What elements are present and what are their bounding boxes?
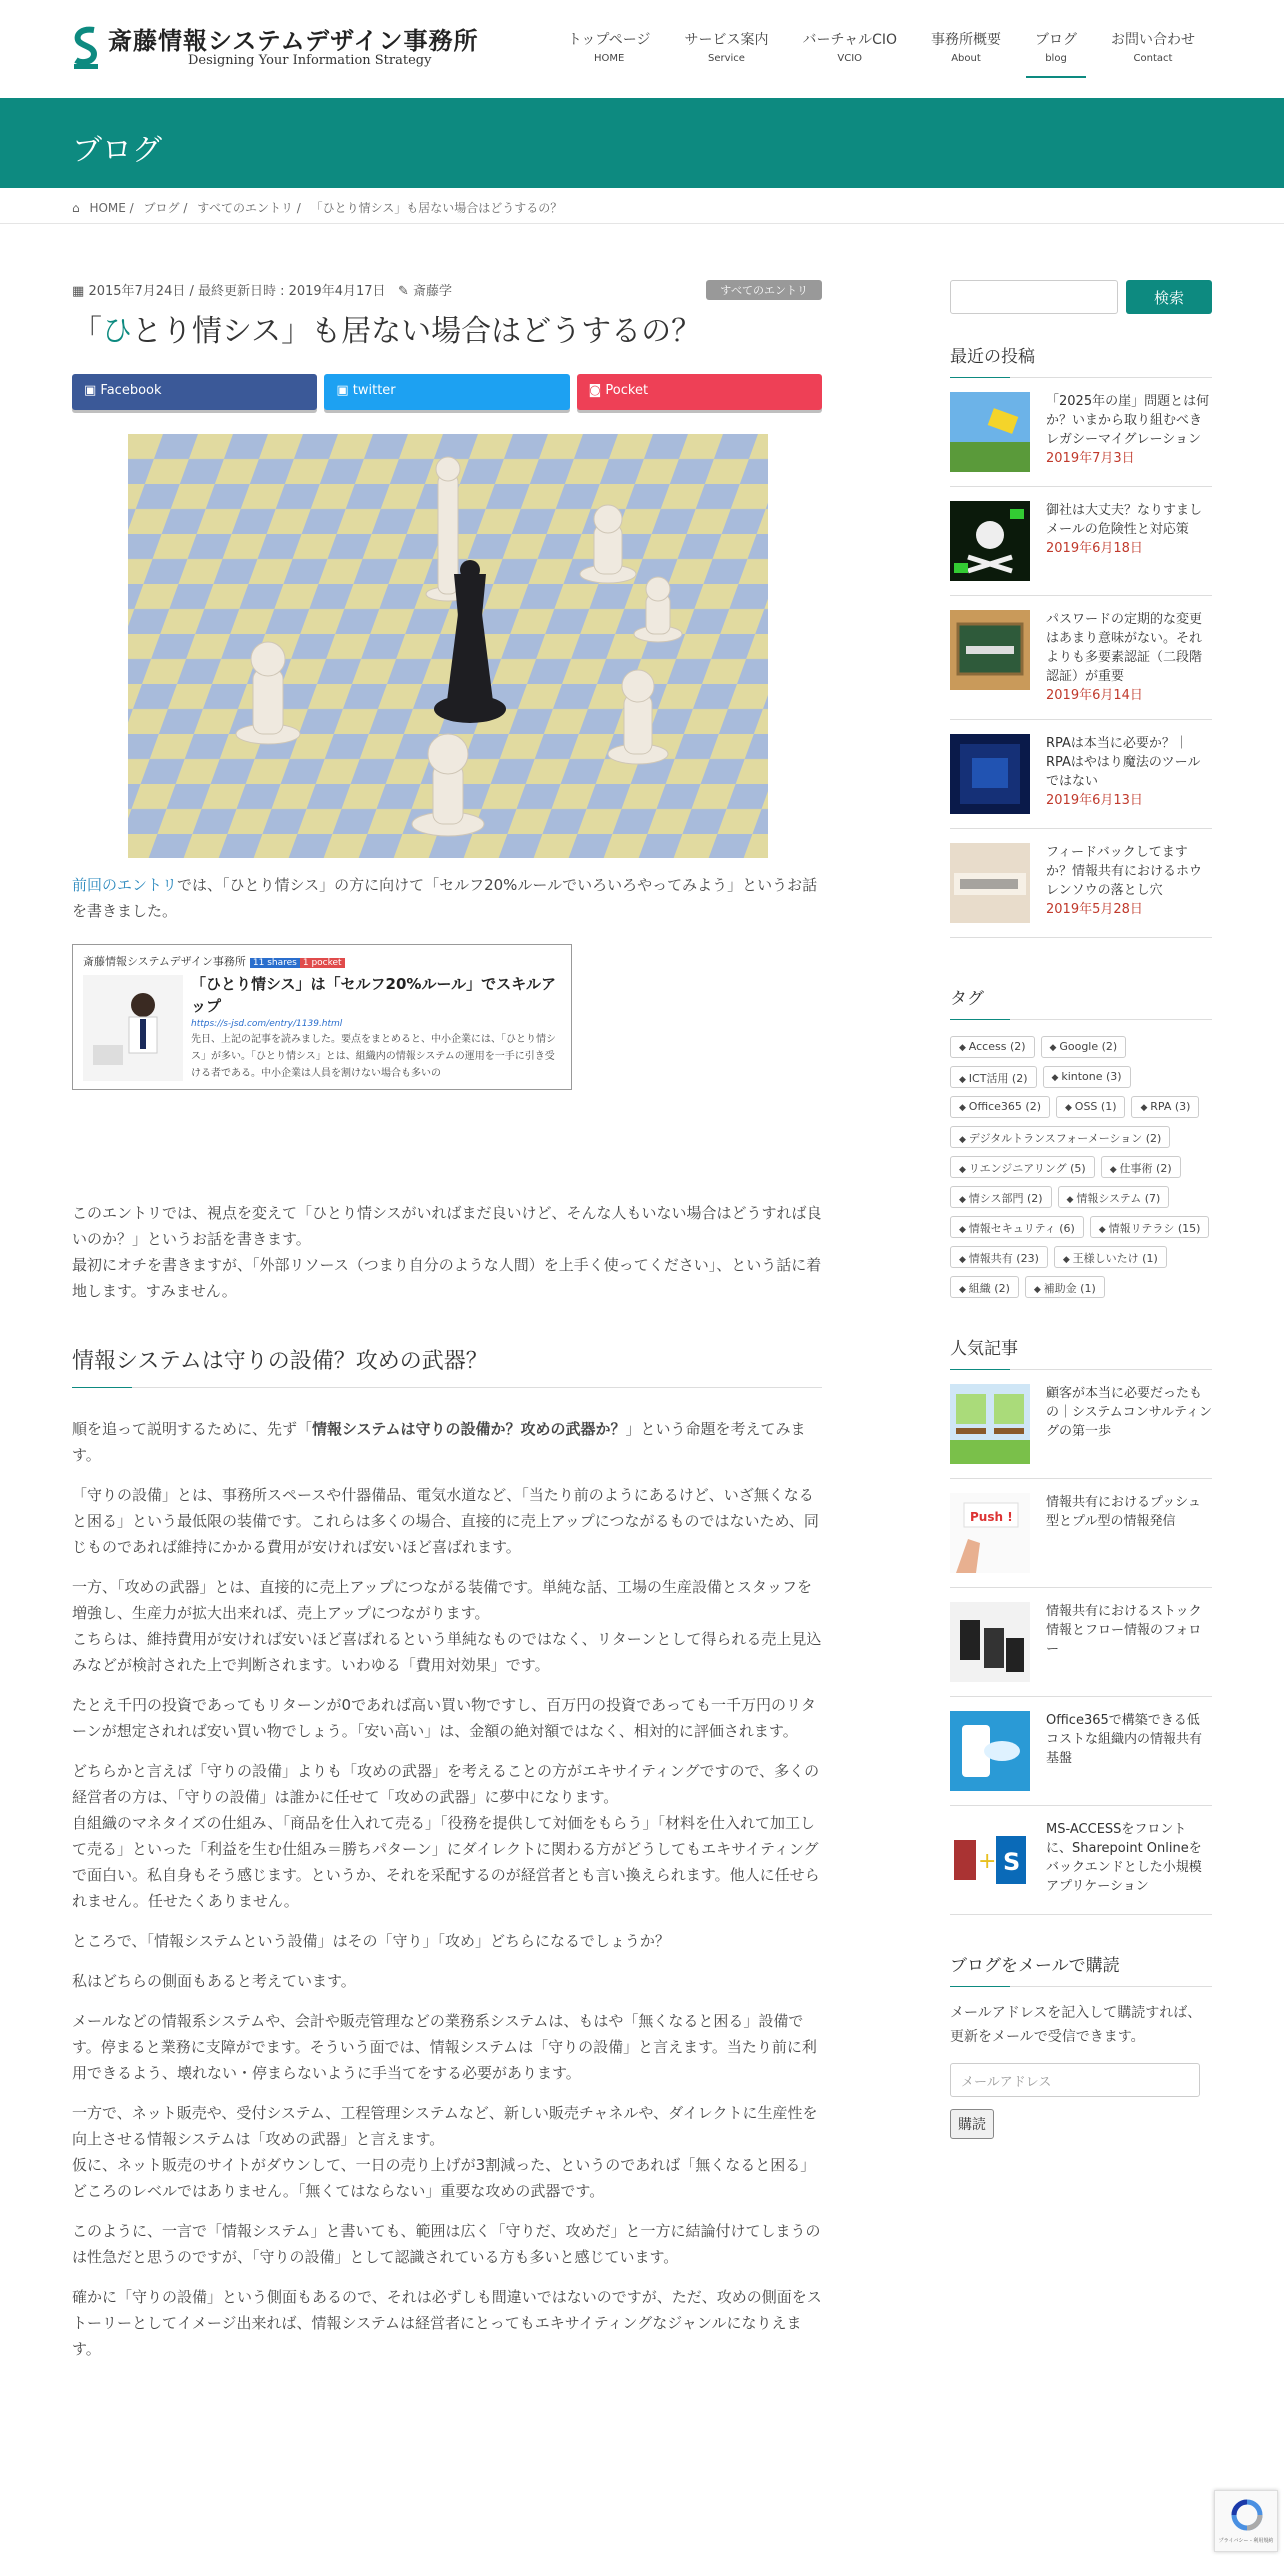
tag-cloud: [950, 1036, 1212, 1298]
nav-service-sub: Service: [708, 53, 745, 64]
tag-item[interactable]: ◆ 補助金 (1): [1025, 1276, 1105, 1298]
popular-post[interactable]: [950, 1697, 1212, 1806]
paragraph-4: 一方、「攻めの武器」とは、直接的に売上アップにつながる装備です。単純な話、工場の生産設備とスタッフを増強し、生産力が拡大出来れば、売上アップにつながります。: [72, 1578, 812, 1622]
recent-post-date: 2019年5月28日: [1046, 902, 1143, 917]
post-dates: 2015年7月24日 / 最終更新日時 : 2019年4月17日: [88, 284, 386, 299]
popular-post[interactable]: [950, 1370, 1212, 1479]
search-input[interactable]: [950, 280, 1118, 314]
popular-post-title: 顧客が本当に必要だったもの｜システムコンサルティングの第一歩: [1046, 1386, 1213, 1439]
breadcrumb-current: 「ひとり情シス」も居ない場合はどうするの？: [310, 201, 563, 215]
svg-text:S: S: [1003, 1848, 1021, 1876]
tag-item[interactable]: ◆ 情報セキュリティ (6): [950, 1216, 1084, 1238]
tag-item[interactable]: ◆ 情報システム (7): [1058, 1186, 1170, 1208]
calendar-icon: ▦: [72, 284, 85, 299]
category-badge[interactable]: すべてのエントリ: [706, 280, 822, 300]
paragraph-1b: 最初にオチを書きますが、「外部リソース（つまり自分のような人間）を上手く使ってください」、という話に着地します。すみません。: [72, 1256, 822, 1300]
recent-posts-list: [950, 378, 1212, 938]
tag-item[interactable]: ◆ OSS (1): [1056, 1096, 1126, 1118]
tag-item[interactable]: ◆ Google (2): [1041, 1036, 1127, 1058]
title-open: 「: [72, 314, 102, 349]
search-form: [950, 280, 1212, 314]
popular-title: 人気記事: [950, 1334, 1212, 1370]
recent-post-date: 2019年6月14日: [1046, 688, 1143, 703]
recaptcha-icon: [1215, 2491, 1279, 2533]
pencil-icon: ✎: [397, 284, 409, 299]
recaptcha-badge[interactable]: [1214, 2490, 1278, 2552]
title-highlight: ひ: [102, 314, 132, 349]
main-nav: [551, 30, 1212, 76]
site-tagline: Designing Your Information Strategy: [188, 53, 432, 68]
recent-post[interactable]: [950, 487, 1212, 596]
nav-home[interactable]: [551, 30, 668, 76]
tag-item[interactable]: ◆ Office365 (2): [950, 1096, 1050, 1118]
subscribe-title: ブログをメールで購読: [950, 1951, 1212, 1987]
recent-thumb-password: [950, 610, 1030, 690]
nav-service[interactable]: [667, 30, 785, 76]
paragraph-9: メールなどの情報系システムや、会計や販売管理などの業務系システムは、もはや「無くなると困る」設備です。停まると業務に支障がでます。そういう面では、情報システムは「守りの設備」と言えます。当たり前に利用できるよう、壊れない・停まらないように手当てをする必要があります。: [72, 2012, 817, 2082]
nav-contact-sub: Contact: [1133, 53, 1173, 64]
paragraph-5: たとえ千円の投資であってもリターンが0であれば高い買い物ですし、百万円の投資であっても一千万円のリターンが想定されれば安い買い物でしょう。「安い高い」は、金額の絶対額ではなく、相対的に評価されます。: [72, 1696, 816, 1740]
logo-mark-icon: [72, 26, 100, 70]
facebook-share-button[interactable]: [72, 374, 317, 410]
tag-item[interactable]: ◆ 情シス部門 (2): [950, 1186, 1052, 1208]
tag-item[interactable]: ◆ リエンジニアリング (5): [950, 1156, 1095, 1178]
tag-item[interactable]: ◆ 仕事術 (2): [1101, 1156, 1181, 1178]
recent-post-date: 2019年6月13日: [1046, 793, 1143, 808]
paragraph-10: 一方で、ネット販売や、受付システム、工程管理システムなど、新しい販売チャネルや、ダイレクトに生産性を向上させる情報システムは「攻めの武器」と言えます。: [72, 2104, 818, 2148]
nav-vcio-sub: VCIO: [837, 53, 863, 64]
para2-bold: 情報システムは守りの設備か？攻めの武器か？: [312, 1420, 626, 1438]
pocket-label: Pocket: [605, 383, 649, 398]
paragraph-2: [72, 1416, 822, 1468]
page-banner: [0, 98, 1284, 188]
nav-about[interactable]: [914, 30, 1018, 76]
card-url: https://s-jsd.com/entry/1139.html: [191, 1019, 343, 1029]
popular-posts-list: [950, 1370, 1212, 1915]
intro-paragraph: [72, 872, 822, 924]
breadcrumb: [0, 188, 1284, 224]
recent-post-title: 「2025年の崖」問題とは何か？いまから取り組むべきレガシーマイグレーション: [1046, 394, 1210, 447]
subscribe-button[interactable]: 購読: [950, 2109, 994, 2139]
nav-blog-sub: blog: [1045, 53, 1067, 64]
home-icon: ⌂: [72, 201, 80, 215]
post-meta: [72, 280, 822, 300]
pocket-icon: ◙: [588, 383, 606, 398]
popular-thumb-cloud: [950, 1711, 1030, 1791]
recent-post-title: 御社は大丈夫？なりすましメールの危険性と対応策: [1046, 503, 1203, 537]
recent-thumb-2025-cliff: [950, 392, 1030, 472]
pocket-share-button[interactable]: [577, 374, 822, 410]
svg-text:+: +: [978, 1849, 997, 1874]
breadcrumb-blog[interactable]: ブログ: [143, 201, 180, 215]
popular-post[interactable]: [950, 1588, 1212, 1697]
popular-post[interactable]: [950, 1479, 1212, 1588]
popular-post-title: Office365で構築できる低コストな組織内の情報共有基盤: [1046, 1713, 1203, 1766]
page-title: ブログ: [72, 133, 162, 168]
paragraph-1: このエントリでは、視点を変えて「ひとり情シスがいればまだ良いけど、そんな人もいない場合はどうすれば良いのか？」というお話を書きます。: [72, 1204, 822, 1248]
breadcrumb-sep-1: /: [125, 201, 138, 215]
paragraph-7: ところで、「情報システムという設備」はその「守り」「攻め」どちらになるでしょうか？: [72, 1932, 670, 1950]
card-site-name: 斎藤情報システムデザイン事務所: [83, 955, 246, 968]
breadcrumb-sep-2: /: [179, 201, 192, 215]
post-title: [72, 312, 822, 352]
card-shares-badge: 11 shares: [250, 958, 300, 968]
twitter-share-button[interactable]: [324, 374, 569, 410]
paragraph-6: どちらかと言えば「守りの設備」よりも「攻めの武器」を考えることの方がエキサイティングですので、多くの経営者の方は、「守りの設備」は誰かに任せて「攻めの武器」に夢中になります。: [72, 1762, 820, 1806]
site-header: [0, 0, 1284, 98]
tag-item[interactable]: ◆ 組織 (2): [950, 1276, 1019, 1298]
paragraph-12: 確かに「守りの設備」という側面もあるので、それは必ずしも間違いではないのですが、ただ、攻めの側面をストーリーとしてイメージ出来れば、情報システムは経営者にとってもエキサイティングなジャンルになりえます。: [72, 2288, 822, 2358]
recent-post-date: 2019年7月3日: [1046, 451, 1135, 466]
recent-thumb-rpa: [950, 734, 1030, 814]
recent-post-title: RPAは本当に必要か？｜RPAはやはり魔法のツールではない: [1046, 736, 1201, 789]
breadcrumb-category[interactable]: すべてのエントリ: [197, 201, 293, 215]
paragraph-6b: 自組織のマネタイズの仕組み、「商品を仕入れて売る」「役務を提供して対価をもらう」「材料を仕入れて加工して売る」といった「利益を生む仕組み＝勝ちパターン」にダイレクトに関わる方がどうしてもエキサイティングで面白い。私自身もそう感じます。というか、それを采配するのが経営者とも言い換えられます。他人に任せられません。任せたくありません。: [72, 1814, 820, 1910]
nav-contact-label: お問い合わせ: [1111, 32, 1195, 48]
breadcrumb-sep-3: /: [292, 201, 305, 215]
recent-post[interactable]: [950, 720, 1212, 829]
tag-item[interactable]: ◆ kintone (3): [1043, 1066, 1131, 1088]
recent-post[interactable]: [950, 378, 1212, 487]
nav-blog[interactable]: [1018, 30, 1094, 76]
popular-thumb-access-sharepoint: [950, 1820, 1030, 1900]
tag-item[interactable]: ◆ Access (2): [950, 1036, 1035, 1058]
paragraph-11: このように、一言で「情報システム」と書いても、範囲は広く「守りだ、攻めだ」と一方に結論付けてしまうのは性急だと思うのですが、「守りの設備」として認識されている方も多いと感じています。: [72, 2222, 821, 2266]
popular-post-title: MS-ACCESSをフロントに、Sharepoint Onlineをバックエンドとした小規模アプリケーション: [1046, 1822, 1202, 1894]
nav-home-label: トップページ: [567, 32, 651, 48]
recent-post-date: 2019年6月18日: [1046, 541, 1143, 556]
twitter-label: twitter: [352, 383, 396, 398]
twitter-icon: ▣: [336, 383, 353, 398]
tag-item[interactable]: ◆ 情報共有 (23): [950, 1246, 1048, 1268]
nav-about-label: 事務所概要: [931, 32, 1001, 48]
sidebar: [950, 280, 1212, 2139]
popular-post-title: 情報共有におけるストック情報とフロー情報のフォロー: [1046, 1604, 1202, 1657]
facebook-icon: ▣: [84, 383, 101, 398]
site-name: 斎藤情報システムデザイン事務所: [108, 27, 479, 55]
nav-home-sub: HOME: [593, 53, 625, 64]
nav-about-sub: About: [951, 53, 981, 64]
card-pocket-badge: 1 pocket: [300, 958, 345, 968]
tags-title: タグ: [950, 984, 1212, 1020]
nav-vcio[interactable]: [785, 30, 914, 76]
tag-item[interactable]: ◆ ICT活用 (2): [950, 1066, 1037, 1088]
popular-post[interactable]: [950, 1806, 1212, 1915]
para2-pre: 順を追って説明するために、先ず「: [72, 1420, 313, 1438]
post-content: [72, 280, 822, 2362]
card-site: [83, 953, 345, 969]
post-author[interactable]: 斎藤学: [412, 284, 452, 299]
section-heading: 情報システムは守りの設備？攻めの武器？: [72, 1344, 822, 1388]
nav-blog-label: ブログ: [1035, 32, 1077, 48]
popular-thumb-push: [950, 1493, 1030, 1573]
search-button[interactable]: 検索: [1126, 280, 1212, 314]
popular-post-title: 情報共有におけるプッシュ型とプル型の情報発信: [1046, 1495, 1201, 1529]
card-title: 「ひとり情シス」は「セルフ20%ルール」でスキルアップ: [191, 975, 557, 1015]
tag-item[interactable]: ◆ RPA (3): [1131, 1096, 1199, 1118]
recent-post-title: フィードバックしてますか？情報共有におけるホウレンソウの落とし穴: [1046, 845, 1203, 898]
svg-text:Push !: Push !: [970, 1510, 1013, 1524]
para2-post: 」という命題を考えてみます。: [72, 1420, 806, 1464]
share-buttons: [72, 374, 822, 410]
popular-thumb-binders: [950, 1602, 1030, 1682]
recent-thumb-spoofing: [950, 501, 1030, 581]
embedded-link-card[interactable]: [72, 944, 572, 1090]
subscribe-text: メールアドレスを記入して購読すれば、更新をメールで受信できます。: [950, 2005, 1202, 2045]
nav-service-label: サービス案内: [684, 32, 769, 48]
card-description: 先日、上記の記事を読みました。要点をまとめると、中小企業には、「ひとり情シス」が多い。「ひとり情シス」とは、組織内の情報システムの運用を一手に引き受ける者である。中小企業は人員を割けない場合も多いの: [191, 1034, 556, 1079]
recent-post-title: パスワードの定期的な変更はあまり意味がない。それよりも多要素認証（二段階認証）が重要: [1046, 612, 1203, 684]
recent-posts-title: 最近の投稿: [950, 342, 1212, 378]
breadcrumb-home[interactable]: HOME: [89, 201, 126, 215]
recent-post[interactable]: [950, 829, 1212, 938]
email-input[interactable]: メールアドレス: [950, 2063, 1200, 2097]
facebook-label: Facebook: [100, 383, 162, 398]
card-thumbnail-image: [83, 975, 183, 1081]
paragraph-10b: 仮に、ネット販売のサイトがダウンして、一日の売り上げが3割減った、というのであれば「無くなると困る」どころのレベルではありません。「無くてはならない」重要な攻めの武器です。: [72, 2156, 816, 2200]
previous-entry-link[interactable]: 前回のエントリ: [72, 876, 178, 894]
hero-image-chess: [128, 434, 768, 858]
title-rest: とり情シス」も居ない場合はどうするの？: [132, 314, 702, 349]
recent-post[interactable]: [950, 596, 1212, 720]
recaptcha-label: プライバシー - 利用規約: [1218, 2538, 1274, 2544]
paragraph-4b: こちらは、維持費用が安ければ安いほど喜ばれるという単純なものではなく、リターンとして得られる売上見込みなどが検討された上で判断されます。いわゆる「費用対効果」です。: [72, 1630, 822, 1674]
tag-item[interactable]: ◆ デジタルトランスフォーメーション (2): [950, 1126, 1170, 1148]
popular-thumb-swing: [950, 1384, 1030, 1464]
site-logo[interactable]: [72, 26, 478, 70]
nav-contact[interactable]: [1094, 30, 1212, 76]
nav-vcio-label: バーチャルCIO: [802, 32, 897, 48]
recent-thumb-feedback: [950, 843, 1030, 923]
paragraph-8: 私はどちらの側面もあると考えています。: [72, 1972, 356, 1990]
tag-item[interactable]: ◆ 王様しいたけ (1): [1054, 1246, 1167, 1268]
paragraph-3: 「守りの設備」とは、事務所スペースや什器備品、電気水道など、「当たり前のようにあるけど、いざ無くなると困る」という最低限の装備です。これらは多くの場合、直接的に売上アップにつながるものではないため、同じものであれば維持にかかる費用が安ければ安いほど喜ばれます。: [72, 1486, 819, 1556]
intro-text: では、「ひとり情シス」の方に向けて「セルフ20%ルールでいろいろやってみよう」というお話を書きました。: [72, 876, 818, 920]
tag-item[interactable]: ◆ 情報リテラシ (15): [1090, 1216, 1210, 1238]
